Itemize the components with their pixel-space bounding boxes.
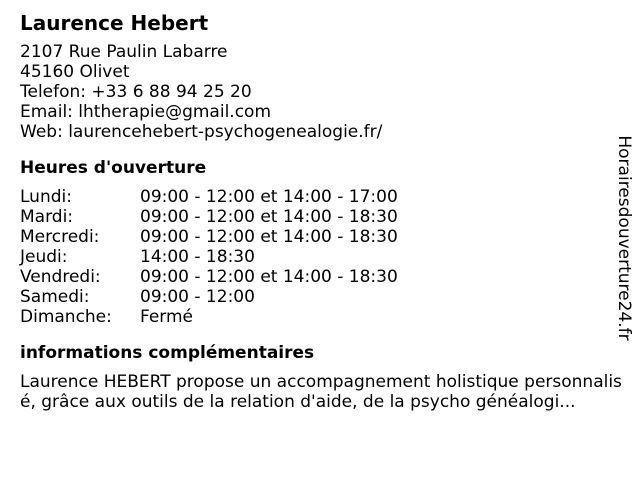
business-card: [20, 10, 622, 412]
time-value: 14:00 - 18:30: [140, 247, 255, 267]
email-address: Email: lhtherapie@gmail.com: [20, 102, 271, 122]
phone-number: Telefon: +33 6 88 94 25 20: [20, 82, 252, 102]
additional-info-text: Laurence HEBERT propose un accompagnement holistique personnalisé, grâce aux outils de la relation d'aide, de la psycho généalogi...: [20, 372, 622, 412]
business-name: Laurence Hebert: [20, 11, 209, 35]
day-label: Samedi:: [20, 287, 90, 307]
time-value: Fermé: [140, 307, 194, 327]
time-value: 09:00 - 12:00 et 14:00 - 18:30: [140, 207, 398, 227]
opening-hours-table: [20, 187, 612, 327]
hours-row-vendredi: [20, 267, 612, 287]
time-value: 09:00 - 12:00: [140, 287, 255, 307]
additional-info-heading: informations complémentaires: [20, 343, 315, 363]
time-value: 09:00 - 12:00 et 14:00 - 18:30: [140, 227, 398, 247]
city-address: 45160 Olivet: [20, 62, 130, 82]
time-value: 09:00 - 12:00 et 14:00 - 17:00: [140, 187, 398, 207]
hours-row-mardi: [20, 207, 612, 227]
day-label: Lundi:: [20, 187, 72, 207]
day-label: Vendredi:: [20, 267, 101, 287]
hours-row-jeudi: [20, 247, 612, 267]
day-label: Mardi:: [20, 207, 74, 227]
day-label: Dimanche:: [20, 307, 112, 327]
day-label: Mercredi:: [20, 227, 100, 247]
day-label: Jeudi:: [20, 247, 68, 267]
hours-row-dimanche: [20, 307, 612, 327]
website: Web: laurencehebert-psychogenealogie.fr/: [20, 122, 383, 142]
opening-hours-heading: Heures d'ouverture: [20, 158, 207, 178]
street-address: 2107 Rue Paulin Labarre: [20, 42, 228, 62]
site-brand-label: Horairesdouverture24.fr: [614, 135, 634, 341]
contact-block: [20, 42, 612, 142]
hours-row-lundi: [20, 187, 612, 207]
hours-row-mercredi: [20, 227, 612, 247]
time-value: 09:00 - 12:00 et 14:00 - 18:30: [140, 267, 398, 287]
hours-row-samedi: [20, 287, 612, 307]
